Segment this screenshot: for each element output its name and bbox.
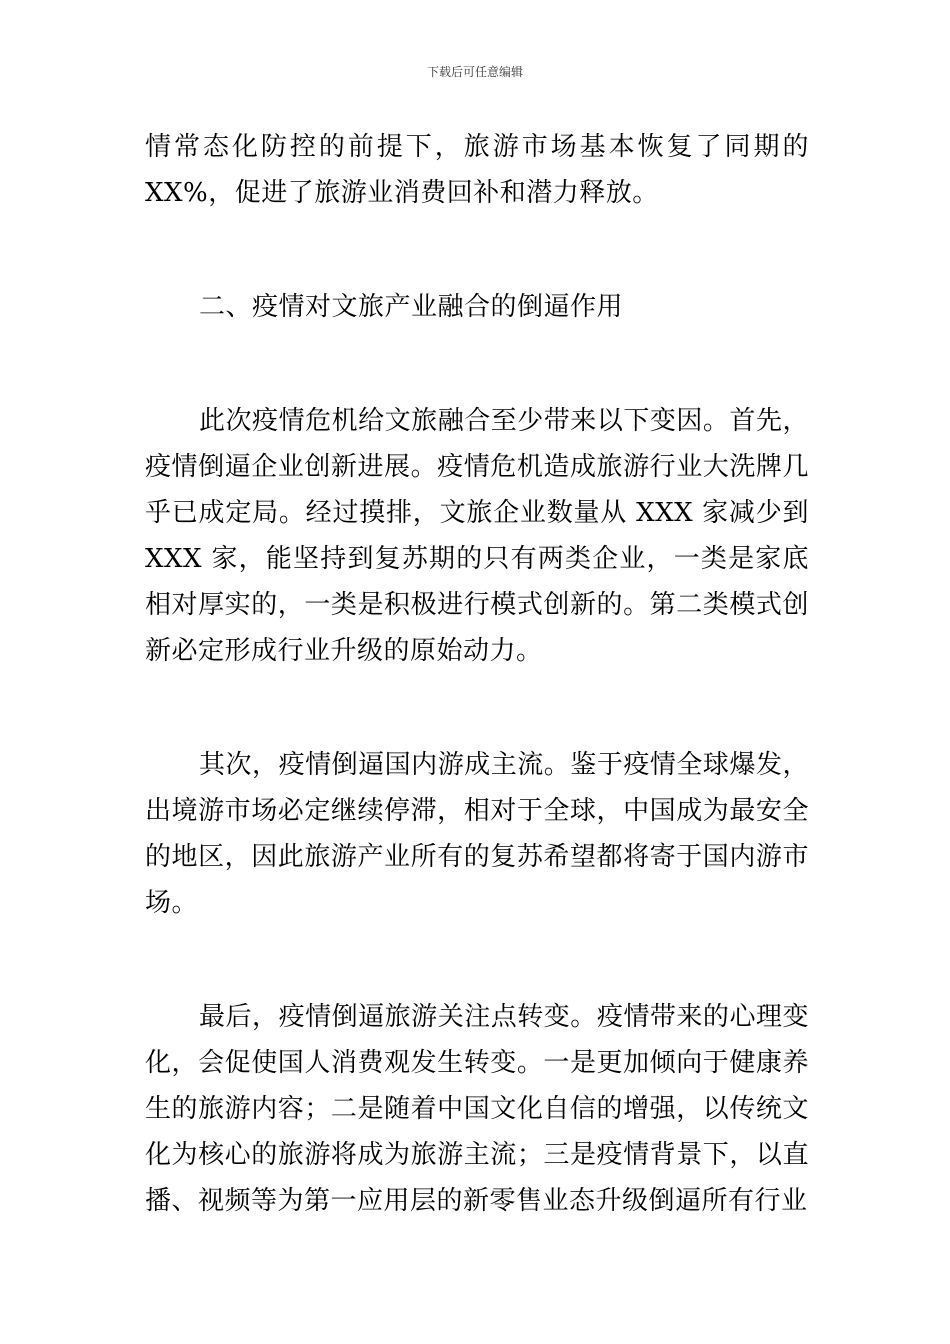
paragraph-gap (145, 330, 809, 398)
section-heading: 二、疫情对文旅产业融合的倒逼作用 (199, 292, 624, 322)
paragraph-continuation: 情常态化防控的前提下，旅游市场基本恢复了同期的 XX%，促进了旅游业消费回补和潜力释放。 (145, 132, 809, 208)
paragraph-intro: 此次疫情危机给文旅融合至少带来以下变因。首先，疫情倒逼企业创新进展。疫情危机造成旅游行业大洗牌几乎已成定局。经过摸排，文旅企业数量从 XXX 家减少到 XXX 家，能坚持到复苏期的只有两类企业，一类是家底相对厚实的，一类是积极进行模式创新的。第二类模式创新必定形成行业升级的原始动力。 (145, 406, 809, 666)
page-header-note: 下载后可任意编辑 (426, 65, 523, 79)
document-body (145, 124, 809, 1224)
paragraph-gap (145, 216, 809, 284)
paragraph-last: 最后，疫情倒逼旅游关注点转变。疫情带来的心理变化，会促使国人消费观发生转变。一是更加倾向于健康养生的旅游内容；二是随着中国文化自信的增强，以传统文化为核心的旅游将成为旅游主流；三是疫情背景下，以直播、视频等为第一应用层的新零售业态升级倒逼所有行业 (145, 1002, 809, 1216)
paragraph-gap (145, 674, 809, 742)
paragraph-gap (145, 926, 809, 994)
paragraph-second: 其次，疫情倒逼国内游成主流。鉴于疫情全球爆发，出境游市场必定继续停滞，相对于全球，中国成为最安全的地区，因此旅游产业所有的复苏希望都将寄于国内游市场。 (145, 750, 809, 918)
